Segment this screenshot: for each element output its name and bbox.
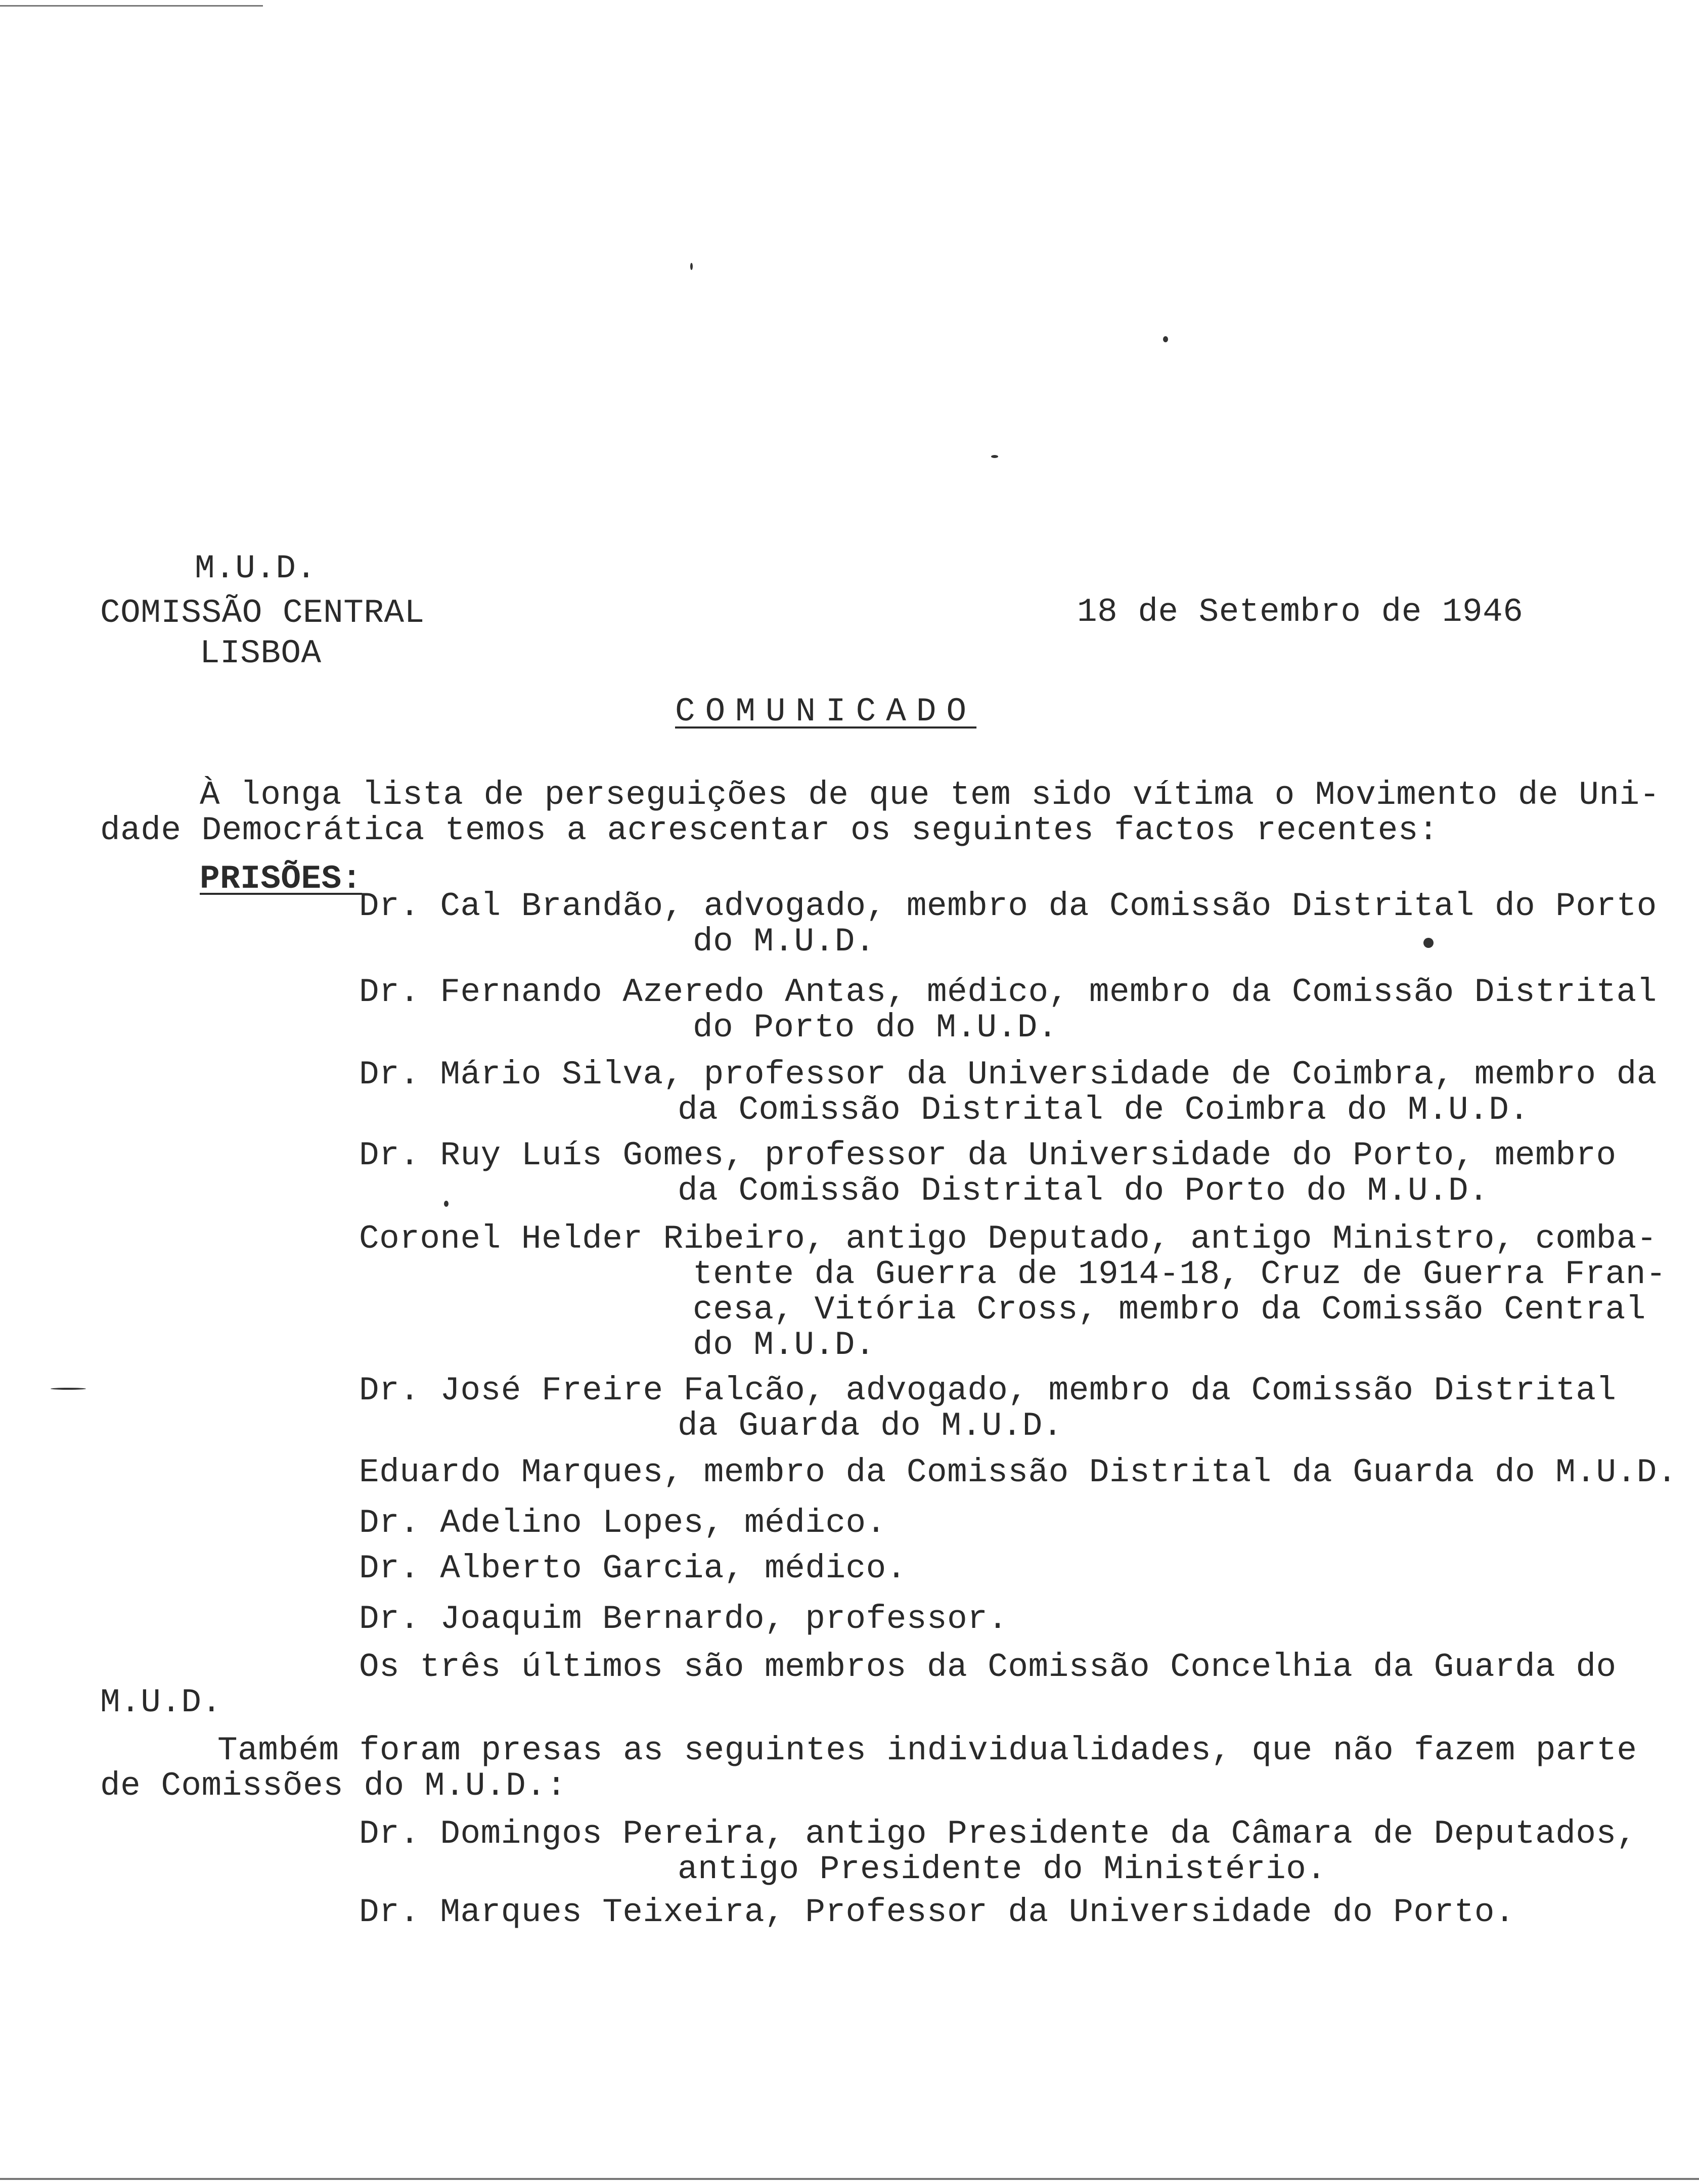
prisoner-line: do M.U.D. <box>693 1326 875 1364</box>
note-line: M.U.D. <box>100 1684 222 1721</box>
prisoner-line: cesa, Vitória Cross, membro da Comissão Central <box>693 1291 1646 1329</box>
other-line: Dr. Marques Teixeira, Professor da Universidade do Porto. <box>359 1893 1515 1931</box>
speck <box>1163 336 1168 342</box>
prisoner-line: Coronel Helder Ribeiro, antigo Deputado, antigo Ministro, comba- <box>359 1220 1657 1258</box>
intro-line: dade Democrática temos a acrescentar os seguintes factos recentes: <box>100 811 1439 849</box>
prisoner-line: Dr. Fernando Azeredo Antas, médico, membro da Comissão Distrital <box>359 973 1657 1011</box>
also-arrested-line: Também foram presas as seguintes individualidades, que não fazem parte <box>217 1732 1637 1769</box>
prisoner-line: Dr. Mário Silva, professor da Universidade de Coimbra, membro da <box>359 1056 1657 1094</box>
prisoner-line: tente da Guerra de 1914-18, Cruz de Guerra Fran- <box>693 1255 1667 1293</box>
intro-line: À longa lista de perseguições de que tem sido vítima o Movimento de Uni- <box>200 776 1660 814</box>
prisoner-line: do M.U.D. <box>693 923 875 961</box>
prisoner-line: Dr. Joaquim Bernardo, professor. <box>359 1600 1008 1638</box>
scan-edge-top <box>0 5 263 7</box>
note-line: Os três últimos são membros da Comissão Concelhia da Guarda do <box>359 1648 1617 1686</box>
speck <box>991 455 998 458</box>
committee-name: COMISSÃO CENTRAL <box>100 594 425 632</box>
other-line: Dr. Domingos Pereira, antigo Presidente da Câmara de Deputados, <box>359 1815 1637 1853</box>
prisoner-line: Dr. Ruy Luís Gomes, professor da Universidade do Porto, membro <box>359 1136 1617 1174</box>
prisoner-line: da Comissão Distrital do Porto do M.U.D. <box>678 1172 1489 1210</box>
speck <box>444 1201 449 1207</box>
prisoner-line: do Porto do M.U.D. <box>693 1009 1058 1046</box>
prisoner-line: da Comissão Distrital de Coimbra do M.U.D. <box>678 1091 1530 1129</box>
also-arrested-line: de Comissões do M.U.D.: <box>100 1767 567 1805</box>
speck <box>690 263 693 270</box>
prisoner-line: Eduardo Marques, membro da Comissão Distrital da Guarda do M.U.D. <box>359 1453 1677 1491</box>
org-name: M.U.D. <box>195 550 317 587</box>
document-date: 18 de Setembro de 1946 <box>1077 593 1524 631</box>
other-line: antigo Presidente do Ministério. <box>678 1850 1327 1888</box>
city: LISBOA <box>200 634 322 672</box>
document-title: COMUNICADO <box>675 693 977 731</box>
prisoner-line: da Guarda do M.U.D. <box>678 1407 1063 1445</box>
prisoner-line: Dr. Adelino Lopes, médico. <box>359 1504 886 1542</box>
section-label: PRISÕES: <box>200 860 362 898</box>
scan-edge-bottom <box>0 2178 1699 2180</box>
prisoner-line: Dr. Cal Brandão, advogado, membro da Comissão Distrital do Porto <box>359 887 1657 925</box>
prisoner-line: Dr. Alberto Garcia, médico. <box>359 1550 907 1587</box>
speck <box>1423 938 1434 948</box>
speck <box>51 1388 86 1390</box>
prisoner-line: Dr. José Freire Falcão, advogado, membro da Comissão Distrital <box>359 1372 1617 1409</box>
